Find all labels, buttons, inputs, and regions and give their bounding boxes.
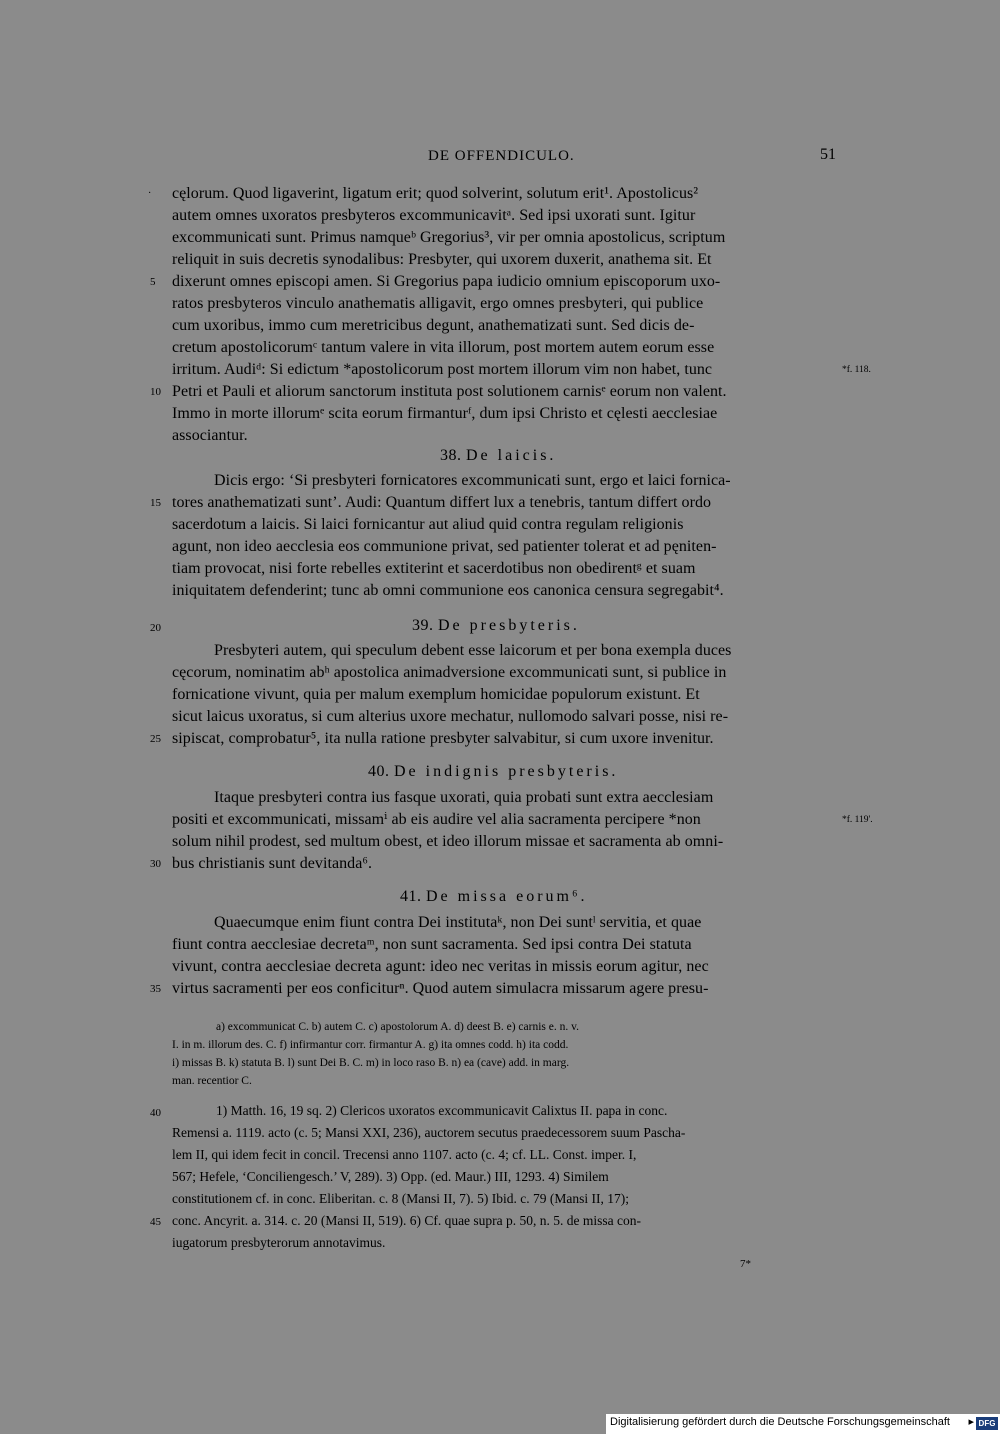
footnote-line: iugatorum presbyterorum annotavimus. bbox=[172, 1235, 386, 1250]
text-line: Quaecumque enim fiunt contra Dei institutaᵏ, non Dei suntˡ servitia, et quae bbox=[214, 914, 702, 931]
section-heading bbox=[440, 447, 556, 465]
folio-note: *f. 118. bbox=[842, 365, 871, 375]
text-line: excommunicati sunt. Primus namqueᵇ Gregorius³, vir per omnia apostolicus, scriptum bbox=[172, 229, 726, 246]
critical-note-line: I. in m. illorum des. C. f) infirmantur corr. firmantur A. g) ita omnes codd. h) ita codd. bbox=[172, 1039, 569, 1051]
text-line: solum nihil prodest, sed multum obest, et ideo illorum missae et sacramenta ab omni- bbox=[172, 833, 724, 850]
text-line: cretum apostolicorumᶜ tantum valere in vita illorum, post mortem autem eorum esse bbox=[172, 339, 715, 356]
text-line: virtus sacramenti per eos conficiturⁿ. Quod autem simulacra missarum agere presu- bbox=[172, 980, 709, 997]
footnote-line: constitutionem cf. in conc. Eliberitan. c. 8 (Mansi II, 7). 5) Ibid. c. 79 (Mansi II, 17); bbox=[172, 1191, 630, 1206]
text-line: positi et excommunicati, missamⁱ ab eis audire vel alia sacramenta percipere *non bbox=[172, 811, 701, 828]
critical-note-line: man. recentior C. bbox=[172, 1075, 252, 1087]
credit-text[interactable]: Digitalisierung gefördert durch die Deutsche Forschungsgemeinschaft bbox=[610, 1416, 950, 1428]
section-title: De laicis. bbox=[466, 447, 557, 464]
line-number: 20 bbox=[150, 622, 161, 634]
text-line: associantur. bbox=[172, 427, 248, 444]
line-number: 45 bbox=[150, 1216, 161, 1228]
text-line: sipiscat, comprobatur⁵, ita nulla ratione presbyter salvabitur, si cum uxore invenitur. bbox=[172, 730, 714, 747]
section-heading bbox=[368, 763, 618, 781]
section-number: 40. bbox=[368, 763, 390, 780]
text-line: ratos presbyteros vinculo anathematis alligavit, ergo omnes presbyteri, qui publice bbox=[172, 295, 704, 312]
folio-note: *f. 119'. bbox=[842, 815, 873, 825]
text-line: fiunt contra aecclesiae decretaᵐ, non sunt sacramenta. Sed ipsi contra Dei statuta bbox=[172, 936, 692, 953]
line-number: 25 bbox=[150, 733, 161, 745]
section-number: 41. bbox=[400, 888, 422, 905]
text-line: tiam provocat, nisi forte rebelles extiterint et sacerdotibus non obedirentᵍ et suam bbox=[172, 560, 696, 577]
dfg-logo[interactable]: DFG bbox=[976, 1417, 998, 1430]
text-line: Petri et Pauli et aliorum sanctorum instituta post solutionem carnisᵉ eorum non valent. bbox=[172, 383, 727, 400]
running-title: DE OFFENDICULO. bbox=[428, 148, 575, 164]
section-title: De missa eorum⁶. bbox=[426, 888, 588, 905]
margin-dot: · bbox=[148, 188, 152, 199]
section-title: De presbyteris. bbox=[438, 617, 580, 634]
text-line: cęcorum, nominatim abʰ apostolica animadversione excommunicati sunt, si publice in bbox=[172, 664, 727, 681]
line-number: 10 bbox=[150, 386, 161, 398]
line-number: 5 bbox=[150, 276, 156, 288]
section-number: 39. bbox=[412, 617, 434, 634]
text-line: bus christianis sunt devitanda⁶. bbox=[172, 855, 373, 872]
text-line: autem omnes uxoratos presbyteros excommunicavitᵃ. Sed ipsi uxorati sunt. Igitur bbox=[172, 207, 696, 224]
text-line: sacerdotum a laicis. Si laici fornicantur aut aliud quid contra regulam religionis bbox=[172, 516, 684, 533]
footnote-line: lem II, qui idem fecit in concil. Trecensi anno 1107. acto (c. 4; cf. LL. Const. imper. I, bbox=[172, 1147, 637, 1162]
text-line: iniquitatem defenderint; tunc ab omni communione eos canonica censura segregabit⁴. bbox=[172, 582, 724, 599]
arrow-right-icon: ▸ bbox=[968, 1415, 974, 1428]
line-number: 40 bbox=[150, 1107, 161, 1119]
footnote-line: Remensi a. 1119. acto (c. 5; Mansi XXI, 236), auctorem secutus praedecessorem suum Pascha- bbox=[172, 1125, 686, 1140]
text-line: tores anathematizati sunt’. Audi: Quantum differt lux a tenebris, tantum differt ordo bbox=[172, 494, 712, 511]
critical-note-line: i) missas B. k) statuta B. l) sunt Dei B. C. m) in loco raso B. n) ea (cave) add. in marg. bbox=[172, 1057, 570, 1069]
text-line: cęlorum. Quod ligaverint, ligatum erit; quod solverint, solutum erit¹. Apostolicus² bbox=[172, 185, 699, 202]
critical-note-line: a) excommunicat C. b) autem C. c) apostolorum A. d) deest B. e) carnis e. n. v. bbox=[216, 1021, 580, 1033]
footnote-line: conc. Ancyrit. a. 314. c. 20 (Mansi II, 519). 6) Cf. quae supra p. 50, n. 5. de missa con- bbox=[172, 1213, 642, 1228]
signature-mark: 7* bbox=[740, 1258, 751, 1270]
line-number: 35 bbox=[150, 983, 161, 995]
text-line: Presbyteri autem, qui speculum debent esse laicorum et per bona exempla duces bbox=[214, 642, 732, 659]
footnote-line: 567; Hefele, ‘Conciliengesch.’ V, 289). 3) Opp. (ed. Maur.) III, 1293. 4) Similem bbox=[172, 1169, 609, 1184]
credit-bar[interactable] bbox=[606, 1414, 1000, 1434]
text-line: irritum. Audiᵈ: Si edictum *apostolicorum post mortem illorum vim non habet, tunc bbox=[172, 361, 713, 378]
text-line: Itaque presbyteri contra ius fasque uxorati, quia probati sunt extra aecclesiam bbox=[214, 789, 714, 806]
section-number: 38. bbox=[440, 447, 462, 464]
text-line: Immo in morte illorumᵉ scita eorum firmanturᶠ, dum ipsi Christo et cęlesti aecclesiae bbox=[172, 405, 718, 422]
text-line: sicut laicus uxoratus, si cum alterius uxore mechatur, nullomodo salvari posse, nisi re- bbox=[172, 708, 729, 725]
text-line: reliquit in suis decretis synodalibus: Presbyter, qui uxorem duxerit, anathema sit. Et bbox=[172, 251, 712, 268]
text-line: Dicis ergo: ‘Si presbyteri fornicatores excommunicati sunt, ergo et laici fornica- bbox=[214, 472, 731, 489]
line-number: 30 bbox=[150, 858, 161, 870]
page-number: 51 bbox=[820, 146, 836, 163]
section-title: De indignis presbyteris. bbox=[394, 763, 619, 780]
text-line: vivunt, contra aecclesiae decreta agunt: ideo nec veritas in missis eorum agitur, nec bbox=[172, 958, 709, 975]
text-line: dixerunt omnes episcopi amen. Si Gregorius papa iudicio omnium episcoporum uxo- bbox=[172, 273, 721, 290]
text-line: agunt, non ideo aecclesia eos communione privat, sed patienter tolerat et ad pęniten- bbox=[172, 538, 717, 555]
footnote-line: 1) Matth. 16, 19 sq. 2) Clericos uxoratos excommunicavit Calixtus II. papa in conc. bbox=[216, 1103, 668, 1118]
line-number: 15 bbox=[150, 497, 161, 509]
section-heading bbox=[400, 888, 588, 906]
text-line: fornicatione vivunt, quia per malum exemplum homicidae populorum existunt. Et bbox=[172, 686, 700, 703]
section-heading bbox=[412, 617, 580, 635]
text-line: cum uxoribus, immo cum meretricibus degunt, anathematizati sunt. Sed dicis de- bbox=[172, 317, 695, 334]
